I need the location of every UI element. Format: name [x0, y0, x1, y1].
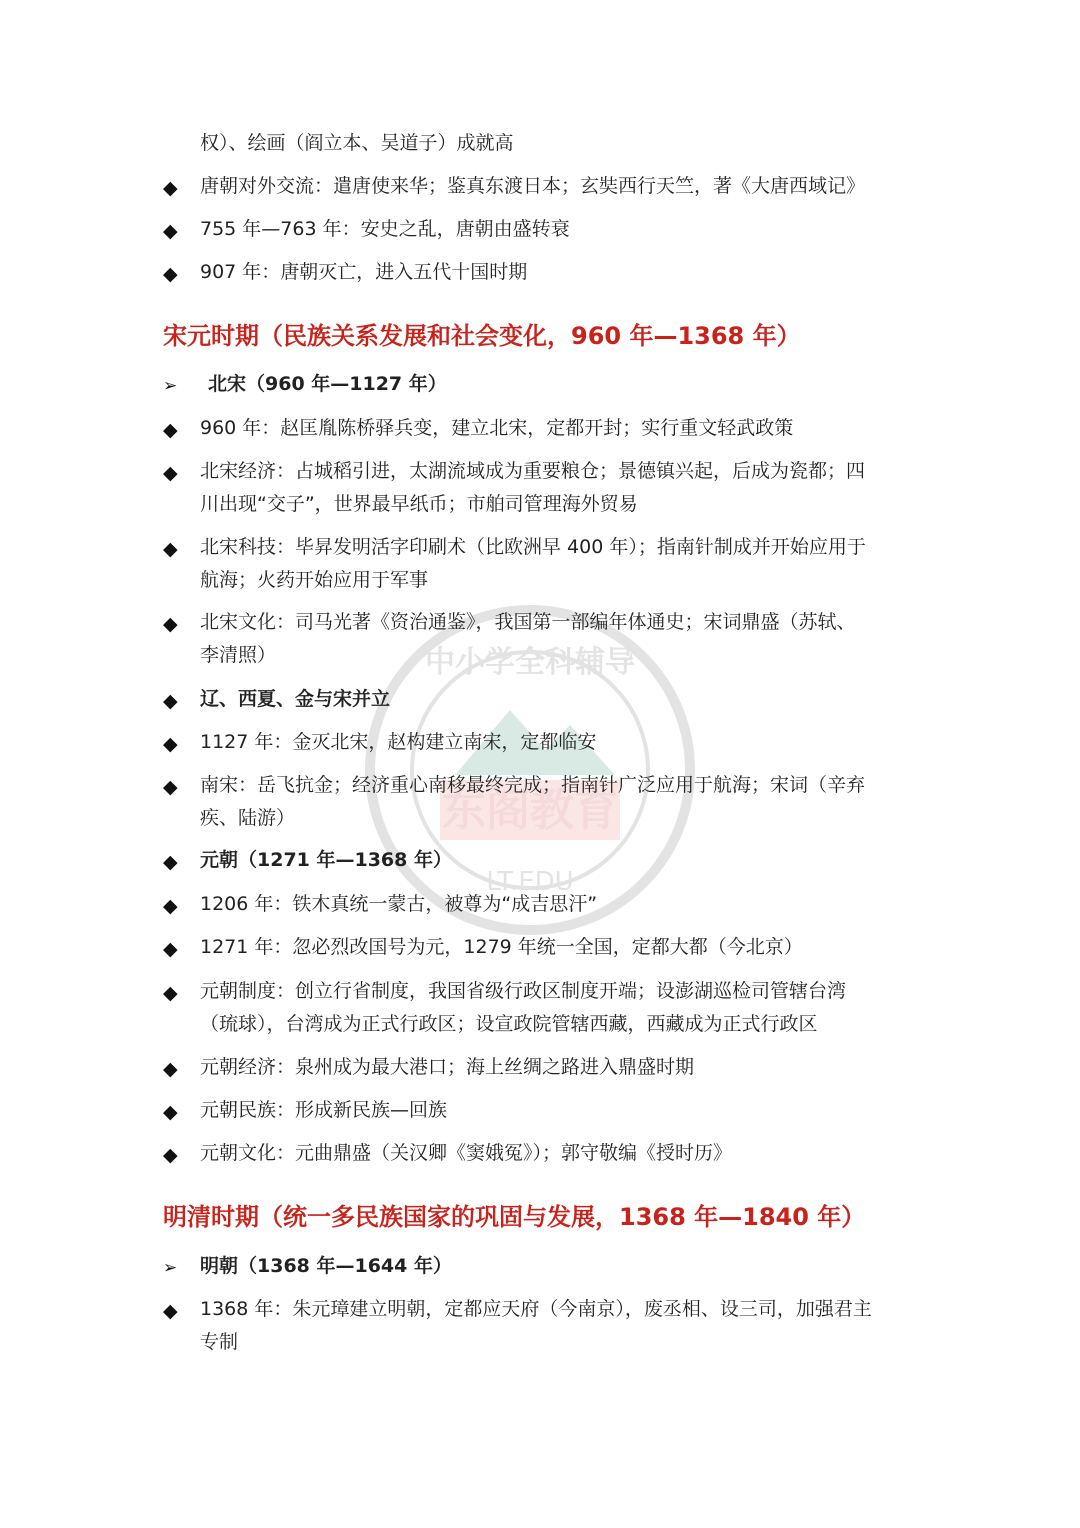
bullet-marker: ◆ — [163, 1300, 178, 1322]
bullet-marker: ◆ — [163, 1144, 178, 1166]
list-item: 北宋文化：司马光著《资治通鉴》，我国第一部编年体通史；宋词鼎盛（苏轼、 — [200, 611, 856, 633]
list-item-continuation: 李清照） — [200, 644, 277, 666]
bullet-marker: ◆ — [163, 733, 178, 755]
bullet-marker: ◆ — [163, 690, 178, 712]
bullet-marker: ◆ — [163, 220, 178, 242]
bullet-marker: ◆ — [163, 419, 178, 441]
bullet-marker: ◆ — [163, 263, 178, 285]
section-heading: 宋元时期（民族关系发展和社会变化，960 年—1368 年） — [163, 322, 801, 350]
bullet-marker: ◆ — [163, 613, 178, 635]
list-item-continuation: （琉球），台湾成为正式行政区；设宣政院管辖西藏，西藏成为正式行政区 — [200, 1013, 818, 1035]
watermark-brand-text: 东阁教育 — [442, 785, 618, 836]
list-item: 辽、西夏、金与宋并立 — [200, 688, 391, 710]
list-item: 唐朝对外交流：遣唐使来华；鉴真东渡日本；玄奘西行天竺，著《大唐西域记》 — [200, 175, 866, 197]
list-item-continuation: 专制 — [200, 1331, 239, 1353]
bullet-marker: ◆ — [163, 538, 178, 560]
bullet-marker: ◆ — [163, 851, 178, 873]
bullet-marker: ◆ — [163, 895, 178, 917]
subsection-heading: 北宋（960 年—1127 年） — [208, 373, 447, 395]
text-line: 权）、绘画（阎立本、吴道子）成就高 — [200, 132, 514, 154]
arrow-marker: ➢ — [163, 1258, 178, 1278]
list-item: 907 年：唐朝灭亡，进入五代十国时期 — [200, 261, 528, 283]
list-item: 960 年：赵匡胤陈桥驿兵变，建立北宋，定都开封；实行重文轻武政策 — [200, 417, 794, 439]
list-item: 元朝制度：创立行省制度，我国省级行政区制度开端；设澎湖巡检司管辖台湾 — [200, 980, 847, 1002]
bullet-marker: ◆ — [163, 1058, 178, 1080]
watermark-arc-text: 中小学全科辅导 — [425, 645, 635, 680]
list-item: 1271 年：忽必烈改国号为元，1279 年统一全国，定都大都（今北京） — [200, 936, 803, 958]
bullet-marker: ◆ — [163, 982, 178, 1004]
bullet-marker: ◆ — [163, 177, 178, 199]
subsection-heading: 明朝（1368 年—1644 年） — [200, 1255, 452, 1277]
list-item: 1127 年：金灭北宋，赵构建立南宋，定都临安 — [200, 731, 597, 753]
list-item: 1368 年：朱元璋建立明朝，定都应天府（今南京），废丞相、设三司，加强君主 — [200, 1298, 872, 1320]
section-heading: 明清时期（统一多民族国家的巩固与发展，1368 年—1840 年） — [163, 1203, 866, 1231]
list-item: 元朝经济：泉州成为最大港口；海上丝绸之路进入鼎盛时期 — [200, 1056, 695, 1078]
list-item: 元朝（1271 年—1368 年） — [200, 849, 452, 871]
list-item: 1206 年：铁木真统一蒙古，被尊为“成吉思汗” — [200, 893, 598, 915]
list-item: 755 年—763 年：安史之乱，唐朝由盛转衰 — [200, 218, 570, 240]
bullet-marker: ◆ — [163, 1101, 178, 1123]
list-item-continuation: 疾、陆游） — [200, 807, 296, 829]
bullet-marker: ◆ — [163, 462, 178, 484]
list-item-continuation: 航海；火药开始应用于军事 — [200, 569, 429, 591]
watermark-sub-text: LT.EDU — [486, 867, 574, 897]
list-item: 元朝文化：元曲鼎盛（关汉卿《窦娥冤》）；郭守敬编《授时历》 — [200, 1142, 733, 1164]
list-item-continuation: 川出现“交子”，世界最早纸币；市舶司管理海外贸易 — [200, 493, 638, 515]
arrow-marker: ➢ — [163, 376, 178, 396]
bullet-marker: ◆ — [163, 776, 178, 798]
list-item: 元朝民族：形成新民族—回族 — [200, 1099, 448, 1121]
list-item: 北宋科技：毕昇发明活字印刷术（比欧洲早 400 年）；指南针制成并开始应用于 — [200, 536, 866, 558]
list-item: 南宋：岳飞抗金；经济重心南移最终完成；指南针广泛应用于航海；宋词（辛弃 — [200, 774, 866, 796]
bullet-marker: ◆ — [163, 938, 178, 960]
list-item: 北宋经济：占城稻引进，太湖流域成为重要粮仓；景德镇兴起，后成为瓷都；四 — [200, 460, 866, 482]
